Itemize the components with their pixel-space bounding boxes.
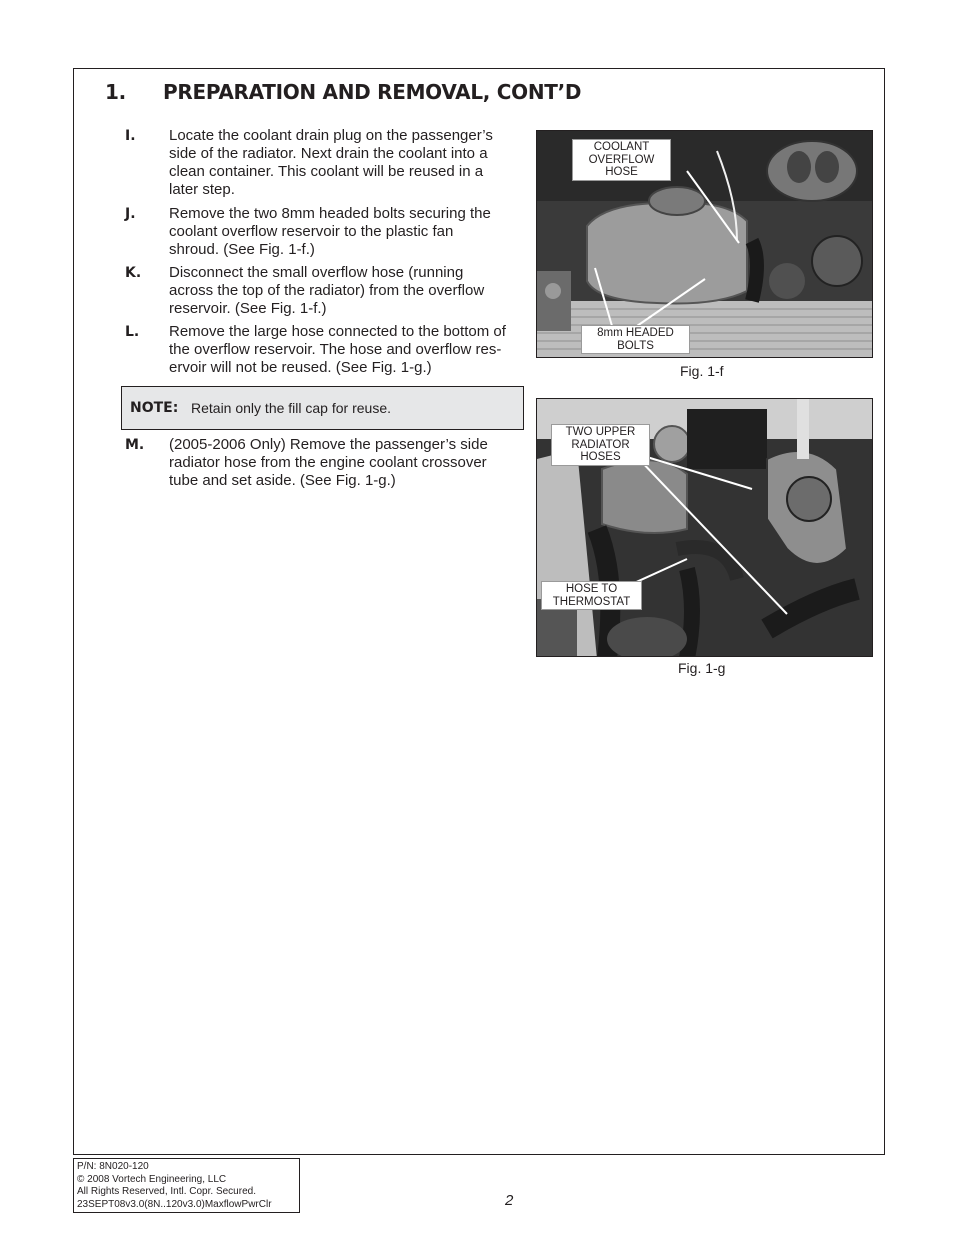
footer-line: P/N: 8N020-120 xyxy=(77,1161,149,1172)
step-line: the overflow reservoir. The hose and overflow res- xyxy=(169,341,502,358)
step-line: radiator hose from the engine coolant crossover xyxy=(169,454,487,471)
section-heading xyxy=(105,80,581,104)
callout-headed-bolts xyxy=(581,325,690,354)
step-line: side of the radiator. Next drain the coolant into a xyxy=(169,145,488,162)
page-number: 2 xyxy=(505,1192,514,1209)
callout-upper-radiator-hoses xyxy=(551,424,650,466)
callout-line: RADIATOR xyxy=(571,438,630,451)
callout-hose-to-thermostat xyxy=(541,581,642,610)
step-line: coolant overflow reservoir to the plastic fan xyxy=(169,223,454,240)
note-label: NOTE: xyxy=(130,400,179,416)
callout-overflow-hose xyxy=(572,139,671,181)
step-line: Disconnect the small overflow hose (running xyxy=(169,264,464,281)
figure-1g-photo xyxy=(536,398,873,657)
step-text xyxy=(169,436,525,490)
step-letter: I. xyxy=(125,128,136,144)
step-letter: J. xyxy=(125,206,136,222)
step-letter: M. xyxy=(125,437,145,453)
step-text xyxy=(169,264,525,318)
step-line: later step. xyxy=(169,181,235,198)
part-number-box xyxy=(73,1158,300,1213)
footer-line: 23SEPT08v3.0(8N..120v3.0)MaxflowPwrClr xyxy=(77,1198,272,1210)
callout-line: HOSE xyxy=(605,166,638,178)
step-line: Remove the large hose connected to the bottom of xyxy=(169,323,506,340)
figure-1g-caption: Fig. 1-g xyxy=(678,660,726,676)
note-box xyxy=(121,386,524,430)
step-line: across the top of the radiator) from the overflow xyxy=(169,282,485,299)
step-line: reservoir. (See Fig. 1-f.) xyxy=(169,300,327,317)
step-text xyxy=(169,127,525,199)
note-text: Retain only the fill cap for reuse. xyxy=(191,400,391,416)
section-number: 1. xyxy=(105,80,126,104)
figure-1f-photo xyxy=(536,130,873,358)
section-title: PREPARATION AND REMOVAL, CONT’D xyxy=(163,80,582,104)
step-line: ervoir will not be reused. (See Fig. 1-g.) xyxy=(169,359,432,376)
callout-line: COOLANT xyxy=(593,141,650,153)
step-text xyxy=(169,205,525,259)
callout-line: HOSES xyxy=(580,451,621,463)
callout-line: BOLTS xyxy=(617,339,654,352)
step-line: (2005-2006 Only) Remove the passenger’s side xyxy=(169,436,488,453)
step-line: shroud. (See Fig. 1-f.) xyxy=(169,241,315,258)
step-line: tube and set aside. (See Fig. 1-g.) xyxy=(169,472,396,489)
callout-line: TWO UPPER xyxy=(565,426,636,438)
callout-line: 8mm HEADED xyxy=(597,327,674,339)
step-line: clean container. This coolant will be reused in a xyxy=(169,163,484,180)
step-line: Locate the coolant drain plug on the passenger’s xyxy=(169,127,493,144)
step-text xyxy=(169,323,525,377)
figure-1f-caption: Fig. 1-f xyxy=(680,363,724,379)
step-line: Remove the two 8mm headed bolts securing the xyxy=(169,205,491,222)
step-letter: K. xyxy=(125,265,142,281)
callout-line: OVERFLOW xyxy=(588,153,655,166)
callout-line: THERMOSTAT xyxy=(552,595,631,608)
footer-line: All Rights Reserved, Intl. Copr. Secured. xyxy=(77,1186,256,1197)
callout-line: HOSE TO xyxy=(565,583,618,595)
footer-line: © 2008 Vortech Engineering, LLC xyxy=(77,1173,227,1185)
step-letter: L. xyxy=(125,324,140,340)
